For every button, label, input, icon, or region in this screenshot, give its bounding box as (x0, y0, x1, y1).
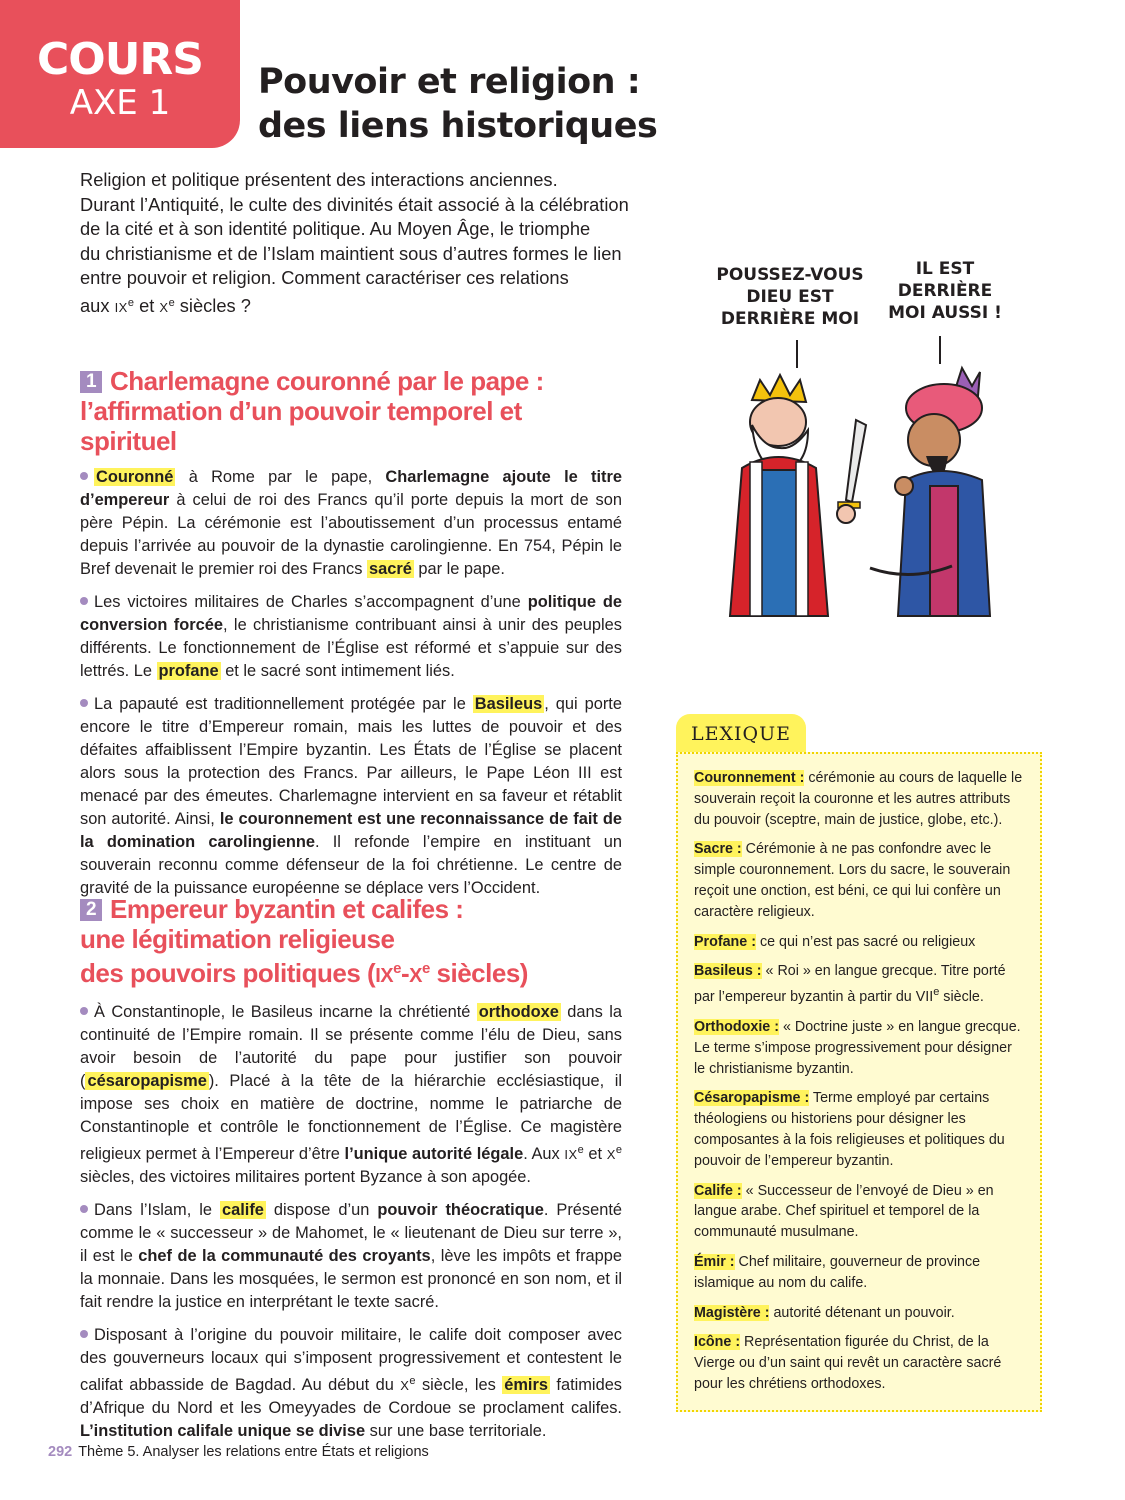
lexique-entry: Basileus : « Roi » en langue grecque. Titre porté par l’empereur byzantin à partir du VIIe siècle. (694, 963, 1006, 1006)
page-title: Pouvoir et religion : des liens historiques (258, 62, 658, 146)
intro-last-line: aux IXe et Xe siècles ? (80, 294, 251, 316)
section-2 (80, 894, 622, 1453)
section-2-paragraph-3: Disposant à l’origine du pouvoir militaire, le calife doit composer avec des gouverneurs locaux qui s’imposent progressivement et contestent le califat abbasside de Bagdad. Au début du Xe siècle, les émirs fatimides d’Afrique du Nord et les Omeyyades de Cordoue se proclament califes. L’institution califale unique se divise sur une base territoriale. (80, 1326, 622, 1440)
lexique-entry: Orthodoxie : « Doctrine juste » en langue grecque. Le terme s’impose progressivement pour désigner le christianisme byzantin. (694, 1018, 1021, 1077)
section-1-number: 1 (80, 371, 102, 393)
calife-figure (870, 368, 990, 616)
bubble-left-line-1: POUSSEZ-VOUS (716, 265, 864, 285)
bubble-right-line-2: DERRIÈRE (897, 281, 993, 301)
section-1-paragraph-1: Couronné à Rome par le pape, Charlemagne ajoute le titre d’empereur à celui de roi des Francs qu’il porte depuis la mort de son père Pépin. La cérémonie est l’aboutissement d’un processus entamé depuis l’arrivée au pouvoir de la dynastie carolingienne. En 754, Pépin le Bref devenait le premier roi des Francs sacré par le pape. (80, 468, 622, 578)
lexique-box (676, 752, 1042, 1412)
section-2-heading: 2 Empereur byzantin et califes : une légitimation religieuse des pouvoirs politiques (IXe-Xe siècles) (80, 894, 528, 988)
tag-cours: COURS (37, 34, 203, 85)
lexique-entry: Calife : « Successeur de l’envoyé de Dieu » en langue arabe. Chef spirituel et temporel de la communauté musulmane. (694, 1182, 994, 1241)
lexique-entry: Magistère : autorité détenant un pouvoir. (694, 1304, 955, 1321)
bullet-dot-icon (80, 1205, 88, 1213)
bubble-left-line-3: DERRIÈRE MOI (720, 309, 860, 329)
bubble-right-line-3: MOI AUSSI ! (888, 303, 1002, 323)
section-2-paragraph-1: À Constantinople, le Basileus incarne la chrétienté orthodoxe dans la continuité de l’Empire romain. Il se présente comme l’élu de Dieu, sans avoir besoin de l’autorité du pape pour justifier son pouvoir ( césaropapisme ). Placé à la tête de la hiérarchie ecclésiastique, il impose ses choix en matière de doctrine, nomme le patriarche de Constantinople et contrôle le fonctionnement de l’Église. Ce magistère religieux permet à l’Empereur d’être l’unique autorité légale. Aux IXe et Xe siècles, des victoires militaires portent Byzance à son apogée. (80, 1003, 622, 1186)
section-2-body (80, 1001, 622, 1443)
page-number: 292 (48, 1444, 73, 1460)
section-1 (80, 366, 622, 910)
cartoon-illustration (690, 240, 1030, 630)
charlemagne-figure (730, 375, 866, 616)
lexique-title: LEXIQUE (676, 714, 806, 754)
lexique-entry: Icône : Représentation figurée du Christ, de la Vierge ou d’un saint qui revêt un caractère sacré pour les chrétiens orthodoxes. (694, 1334, 1002, 1392)
section-2-number: 2 (80, 899, 102, 921)
bubble-right-line-1: IL EST (915, 259, 975, 279)
lexique-entry: Césaropapisme : Terme employé par certains théologiens ou historiens pour désigner les composantes à la fois religieuses et politiques du pouvoir de l’empereur byzantin. (694, 1090, 1005, 1169)
bullet-dot-icon (80, 597, 88, 605)
section-1-heading: 1 Charlemagne couronné par le pape : l’affirmation d’un pouvoir temporel et spirituel (80, 366, 544, 456)
section-1-paragraph-3: La papauté est traditionnellement protégée par le Basileus , qui porte encore le titre d’Empereur romain, mais les luttes de pouvoir et des défaites affaiblissent l’Empire byzantin. Les États de l’Église se placent alors sous la protection des Francs. Par ailleurs, le Pape Léon III est menacé par des émeutes. Charlemagne intervient en sa faveur et rétablit son autorité. Ainsi, le couronnement est une reconnaissance de fait de la domination carolingienne. Il refonde l’empire en instituant un souverain reconnu comme défenseur de la foi chrétienne. Le centre de gravité de la puissance européenne se déplace vers l’Occident. (80, 695, 622, 897)
lexique-entry: Émir : Chef militaire, gouverneur de province islamique au nom du calife. (694, 1253, 981, 1291)
section-1-body (80, 466, 622, 900)
bullet-dot-icon (80, 1007, 88, 1015)
section-2-paragraph-2: Dans l’Islam, le calife dispose d’un pouvoir théocratique. Présenté comme le « successeur » de Mahomet, le « lieutenant de Dieu sur terre », il est le chef de la communauté des croyants, lève les impôts et frappe la monnaie. Dans les mosquées, le sermon est prononcé en son nom, et il fait rendre la justice en interprétant le texte sacré. (80, 1201, 622, 1311)
bullet-dot-icon (80, 699, 88, 707)
intro-paragraph: Religion et politique présentent des interactions anciennes. Durant l’Antiquité, le culte des divinités était associé à la célébration de la cité et à son identité politique. Au Moyen Âge, le triomphe du christianisme et de l’Islam maintient sous d’autres formes le lien entre pouvoir et religion. Comment caractériser ces relations aux IXe et Xe siècles ? (80, 168, 672, 320)
bubble-left-line-2: DIEU EST (746, 287, 834, 307)
bullet-dot-icon (80, 1330, 88, 1338)
footer-theme: Thème 5. Analyser les relations entre États et religions (78, 1444, 429, 1460)
page-footer (48, 1444, 429, 1460)
tag-axe: AXE 1 (69, 83, 171, 123)
lexique-entry: Couronnement : cérémonie au cours de laquelle le souverain reçoit la couronne et les autres attributs du pouvoir (sceptre, main de justice, globe, etc.). (694, 770, 1023, 828)
lexique-entry: Sacre : Cérémonie à ne pas confondre avec le simple couronnement. Lors du sacre, le souverain reçoit une onction, est béni, ce qui lui confère un caractère religieux. (694, 841, 1011, 920)
lexique-entry: Profane : ce qui n’est pas sacré ou religieux (694, 933, 976, 950)
speech-bubbles (716, 259, 1002, 329)
section-1-paragraph-2: Les victoires militaires de Charles s’accompagnent d’une politique de conversion forcée, le christianisme contribuant ainsi à unir des peuples différents. Le fonctionnement de l’Église est réformé et s’appuie sur des lettrés. Le profane et le sacré sont intimement liés. (80, 593, 623, 680)
cours-axe-tag (0, 0, 240, 148)
bullet-dot-icon (80, 472, 88, 480)
